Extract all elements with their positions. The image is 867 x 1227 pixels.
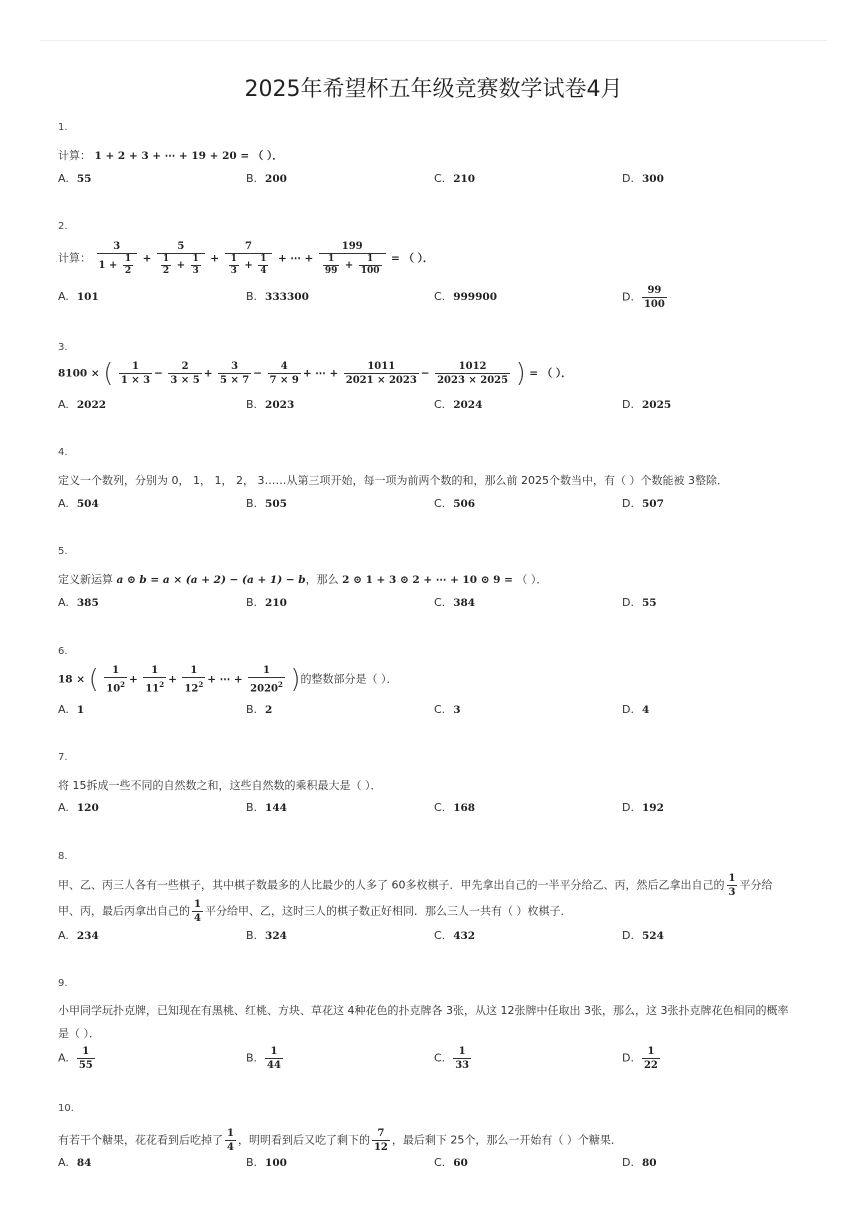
option-value: 234 <box>76 930 99 942</box>
option-a[interactable] <box>58 172 91 185</box>
fraction: 5 $\frac{1}{2}$ + $\frac{1}{3}$ <box>157 240 205 277</box>
option-d[interactable] <box>622 172 664 185</box>
option-value: 120 <box>76 802 99 814</box>
option-d[interactable] <box>622 801 664 814</box>
option-letter: C. <box>434 1051 446 1065</box>
option-value: 101 <box>76 291 99 303</box>
stem-prefix: 计算： <box>58 251 91 265</box>
option-letter: D. <box>622 172 634 185</box>
option-value: 55 <box>641 597 657 609</box>
fraction: 3 1 + $\frac{1}{2}$ <box>97 240 138 277</box>
option-b[interactable] <box>246 801 287 814</box>
option-value: 210 <box>265 597 287 609</box>
option-a[interactable] <box>58 290 99 303</box>
option-a[interactable] <box>58 596 99 609</box>
option-value: 333300 <box>265 291 309 303</box>
question-number: 4. <box>58 447 68 458</box>
option-letter: C. <box>434 929 446 942</box>
option-d[interactable] <box>622 596 657 609</box>
option-d[interactable] <box>622 497 664 510</box>
option-value: 524 <box>641 930 664 942</box>
option-letter: B. <box>246 596 258 609</box>
option-value: 100 <box>265 1157 287 1169</box>
option-b[interactable] <box>246 596 287 609</box>
option-b[interactable] <box>246 290 309 303</box>
option-b[interactable] <box>246 1156 287 1169</box>
option-letter: D. <box>622 929 634 942</box>
question-stem-line-1: 甲、乙、丙三人各有一些棋子，其中棋子数最多的人比最少的人多了 60多枚棋子．甲先拿出自己的一半平分给乙、丙，然后乙拿出自己的 $\frac{1}{3}$ 平分给 <box>58 873 773 898</box>
option-c[interactable] <box>434 398 482 411</box>
option-letter: B. <box>246 1156 258 1169</box>
option-c[interactable] <box>434 497 475 510</box>
option-value: 2023 <box>265 399 295 411</box>
option-value: 384 <box>453 597 476 609</box>
option-letter: C. <box>434 1156 446 1169</box>
option-letter: B. <box>246 801 258 814</box>
option-letter: D. <box>622 596 634 609</box>
question-number: 7. <box>58 752 68 763</box>
option-letter: C. <box>434 703 446 716</box>
option-c[interactable] <box>434 290 497 303</box>
option-value: 80 <box>641 1157 657 1169</box>
option-letter: C. <box>434 801 446 814</box>
page-title: 2025年希望杯五年级竞赛数学试卷4月 <box>244 77 623 102</box>
option-value: 2022 <box>76 399 107 411</box>
option-letter: B. <box>246 172 258 185</box>
option-letter: A. <box>58 1051 69 1065</box>
option-value: 2025 <box>641 399 672 411</box>
option-b[interactable] <box>246 398 294 411</box>
option-c[interactable] <box>434 929 475 942</box>
question-stem-line-2: 是（ ）． <box>58 1027 100 1040</box>
option-value: 300 <box>641 173 664 185</box>
option-d[interactable] <box>622 929 664 942</box>
option-letter: A. <box>58 290 69 303</box>
option-value: 507 <box>641 498 664 510</box>
option-d[interactable] <box>622 1045 662 1072</box>
option-letter: D. <box>622 801 634 814</box>
option-a[interactable] <box>58 1156 91 1169</box>
question-number: 2. <box>58 221 68 232</box>
option-value: 168 <box>453 802 476 814</box>
option-b[interactable] <box>246 703 272 716</box>
option-letter: C. <box>434 172 446 185</box>
option-d[interactable] <box>622 1156 657 1169</box>
option-value: 2024 <box>453 399 483 411</box>
option-a[interactable] <box>58 929 99 942</box>
stem-lead: 18 × <box>58 673 86 686</box>
question-number: 1. <box>58 122 68 133</box>
option-letter: C. <box>434 497 446 510</box>
option-letter: D. <box>622 290 634 304</box>
option-letter: A. <box>58 1156 69 1169</box>
option-letter: D. <box>622 703 634 716</box>
question-stem-line-2: 甲、丙，最后丙拿出自己的 $\frac{1}{4}$ 平分给甲、乙，这时三人的棋子数正好相同．那么三人一共有（ ）枚棋子． <box>58 899 572 924</box>
stem-text: （ ）． <box>512 573 548 586</box>
option-value: 210 <box>453 173 476 185</box>
option-c[interactable] <box>434 801 475 814</box>
option-letter: C. <box>434 398 446 411</box>
stem-tail: = （ ）． <box>391 252 434 265</box>
option-c[interactable] <box>434 172 475 185</box>
option-b[interactable] <box>246 172 287 185</box>
option-d[interactable] <box>622 398 671 411</box>
option-value: 3 <box>453 704 461 716</box>
option-c[interactable] <box>434 1156 468 1169</box>
option-letter: A. <box>58 398 69 411</box>
option-letter: B. <box>246 929 258 942</box>
option-letter: A. <box>58 172 69 185</box>
option-letter: D. <box>622 497 634 510</box>
math-expression: 1 + 2 + 3 + ⋯ + 19 + 20 = （ ）． <box>94 150 283 162</box>
option-value: 432 <box>453 930 476 942</box>
math-expression: a ⊙ b = a × (a + 2) − (a + 1) − b <box>116 574 306 586</box>
option-value: 385 <box>76 597 99 609</box>
option-d[interactable] <box>622 703 649 716</box>
option-value: 4 <box>641 704 650 716</box>
option-fraction: $\frac{1}{33}$ <box>455 1046 470 1071</box>
option-letter: A. <box>58 703 69 716</box>
question-number: 3. <box>58 342 68 353</box>
option-c[interactable] <box>434 703 461 716</box>
option-b[interactable] <box>246 1045 285 1072</box>
option-fraction: $\frac{1}{55}$ <box>78 1046 93 1071</box>
option-a[interactable] <box>58 703 84 716</box>
option-value: 505 <box>265 498 287 510</box>
option-value: 55 <box>76 173 92 185</box>
option-b[interactable] <box>246 497 287 510</box>
stem-text: 定义新运算 <box>58 573 117 586</box>
option-letter: A. <box>58 596 69 609</box>
option-value: 144 <box>265 802 287 814</box>
question-stem <box>58 146 283 166</box>
question-number: 9. <box>58 978 68 989</box>
question-stem <box>58 570 547 590</box>
math-expression: 2 ⊙ 1 + 3 ⊙ 2 + ⋯ + 10 ⊙ 9 = <box>342 574 513 586</box>
option-letter: B. <box>246 398 258 411</box>
option-letter: B. <box>246 290 258 303</box>
option-a[interactable] <box>58 801 99 814</box>
option-letter: D. <box>622 1051 634 1065</box>
question-stem-line-1: 小甲同学玩扑克牌，已知现在有黑桃、红桃、方块、草花这 4种花色的扑克牌各 3张，从这 12张牌中任取出 3张，那么，这 3张扑克牌花色相同的概率 <box>58 1004 789 1017</box>
option-letter: A. <box>58 801 69 814</box>
question-stem: 将 15拆成一些不同的自然数之和，这些自然数的乘积最大是（ ）． <box>58 779 382 792</box>
option-letter: A. <box>58 497 69 510</box>
question-number: 5. <box>58 546 68 557</box>
question-stem: 定义一个数列，分别为 0， 1， 1， 2， 3……从第三项开始，每一项为前两个数的和，那么前 2025个数当中，有（ ）个数能被 3整除． <box>58 474 728 487</box>
question-stem: 18 × ( $\frac{1}{10^2}$ + $\frac{1}{11^2}$ + $\frac{1}{12^2}$ + ⋯ + $\frac{1}{2020^2}$ )的整数部分是（ ）． <box>58 664 398 695</box>
option-fraction: $\frac{1}{44}$ <box>267 1046 281 1071</box>
option-b[interactable] <box>246 929 287 942</box>
option-value: 60 <box>453 1157 468 1169</box>
option-letter: C. <box>434 596 446 609</box>
option-letter: B. <box>246 497 258 510</box>
option-value: 506 <box>453 498 476 510</box>
option-fraction: $\frac{1}{22}$ <box>643 1046 658 1071</box>
question-number: 10. <box>58 1103 74 1114</box>
stem-lead: 8100 × <box>58 367 100 380</box>
option-letter: D. <box>622 1156 634 1169</box>
stem-tail: = （ ）． <box>529 367 572 380</box>
question-number: 8. <box>58 851 68 862</box>
option-value: 200 <box>265 173 287 185</box>
option-value: 84 <box>76 1157 92 1169</box>
option-d[interactable] <box>622 284 669 311</box>
option-value: 2 <box>265 704 273 716</box>
option-a[interactable] <box>58 1045 97 1072</box>
stem-prefix: 计算： <box>58 149 91 162</box>
header-divider <box>40 40 827 41</box>
question-stem: 8100 × ( $\frac{1}{1 \times 3}$ − $\frac{2}{3 \times 5}$ + $\frac{3}{5 \times 7}$ − $\frac{4}{7 \times 9}$ + ⋯ + $\frac{1011}{2021 \times 2023}$ − $\frac{1012}{2023 \times 2025}$ ) = （ ）． <box>58 358 572 389</box>
option-a[interactable] <box>58 398 106 411</box>
question-stem: 计算： 3 1 + $\frac{1}{2}$ + 5 $\frac{1}{2}$ + $\frac{1}{3}$ + 7 $\frac{1}{3}$ + $\frac{1}{4}$ + ⋯ + 199 $\frac{1}{99}$ + $\frac{1}{100}$ = （ ）． <box>58 241 434 276</box>
option-a[interactable] <box>58 497 99 510</box>
option-value: 324 <box>265 930 287 942</box>
option-letter: C. <box>434 290 446 303</box>
stem-tail: 的整数部分是（ ）． <box>300 672 398 686</box>
fraction: 199 $\frac{1}{99}$ + $\frac{1}{100}$ <box>319 240 386 277</box>
option-letter: B. <box>246 703 258 716</box>
option-value: 192 <box>641 802 664 814</box>
option-value: 1 <box>76 704 85 716</box>
option-c[interactable] <box>434 596 475 609</box>
question-number: 6. <box>58 646 68 657</box>
option-letter: D. <box>622 398 634 411</box>
stem-text: ，那么 <box>305 573 343 586</box>
option-value: 504 <box>76 498 99 510</box>
option-value: 999900 <box>453 291 498 303</box>
option-letter: A. <box>58 929 69 942</box>
option-c[interactable] <box>434 1045 473 1072</box>
option-fraction: $\frac{99}{100}$ <box>643 285 665 310</box>
question-stem: 有若干个糖果，花花看到后吃掉了 $\frac{1}{4}$ ，明明看到后又吃了剩下的 $\frac{7}{12}$ ，最后剩下 25个，那么一开始有（ ）个糖果． <box>58 1128 622 1153</box>
option-letter: B. <box>246 1051 258 1065</box>
fraction: 7 $\frac{1}{3}$ + $\frac{1}{4}$ <box>225 240 273 277</box>
